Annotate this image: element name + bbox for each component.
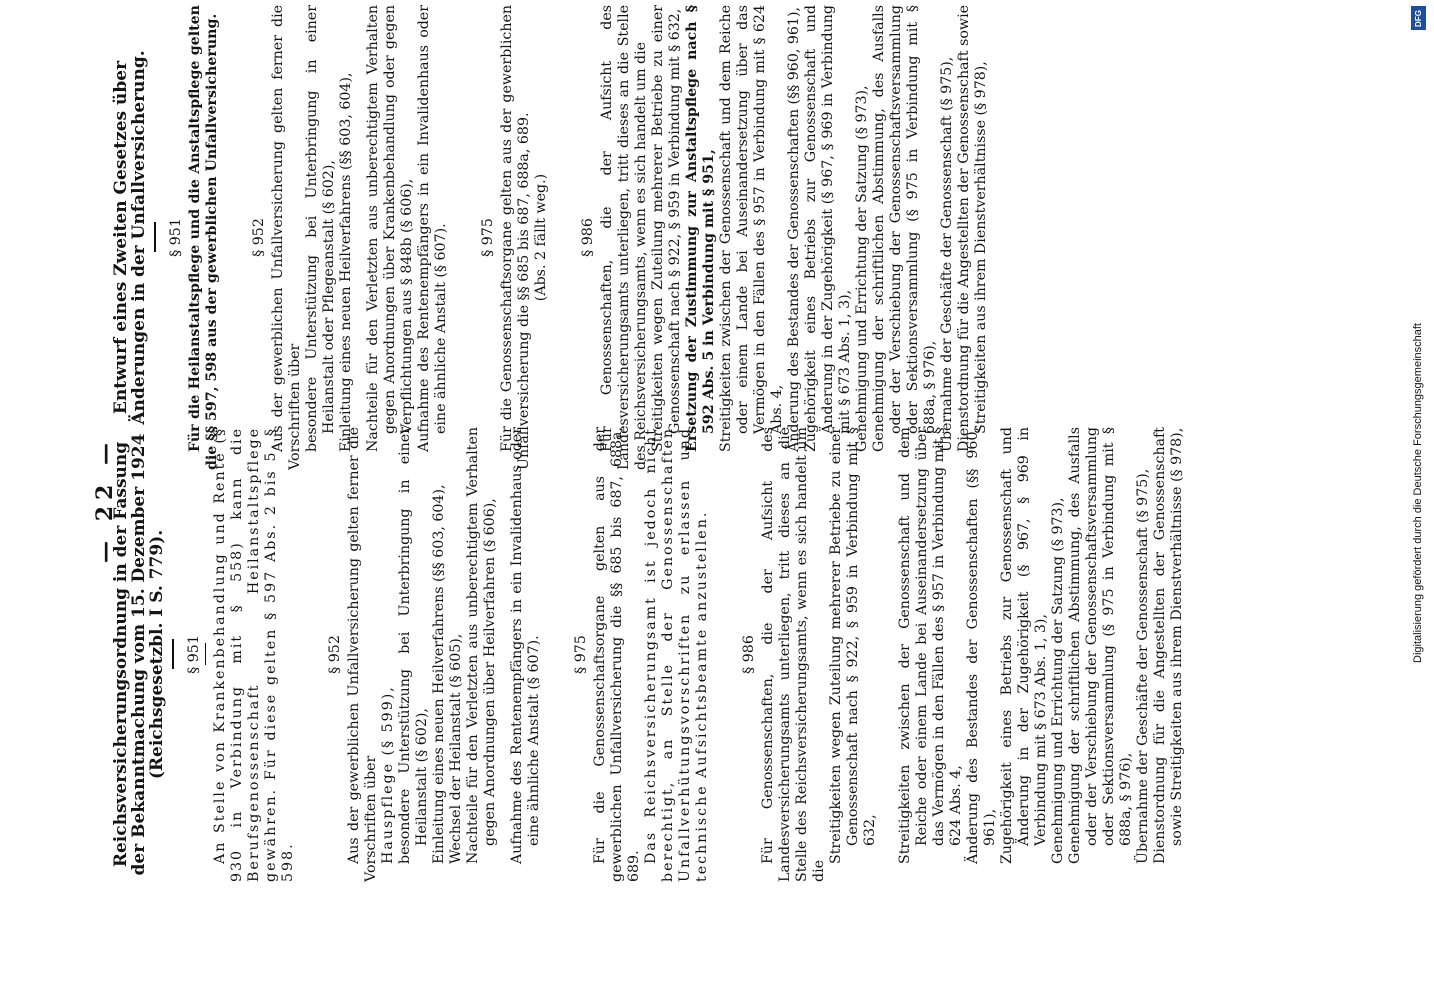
column-draft-law — [112, 5, 990, 470]
list-item: Zugehörigkeit eines Betriebs zur Genossenschaft und Änderung in der Zugehörigkeit (§ 967, § 969 in Verbindung mit § 673 Abs. 1, 3), — [803, 5, 853, 452]
list-item: Nachteile für den Verletzten aus unberechtigtem Verhalten gegen Anordnungen über Krankenbehandlung oder gegen Verpflichtungen aus § 848b (§ 606), — [365, 5, 415, 452]
list-item: Übernahme der Geschäfte der Genossenschaft (§ 975), — [1135, 468, 1151, 864]
section-heading: § 951 — [168, 218, 184, 257]
list-item: Streitigkeiten wegen Zuteilung mehrerer Betriebe zu einer Genossenschaft nach § 922, § 959 in Verbindung mit § 632, — [828, 427, 878, 864]
list-item: Änderung des Bestandes der Genossenschaften (§§ 960, 961), — [965, 427, 998, 864]
digitization-sidebar — [1408, 0, 1434, 1000]
list-item: besondere Unterstützung bei Unterbringung in einer Heilanstalt oder Pflegeanstalt (§ 602), — [304, 5, 337, 452]
section-heading: § 986 — [580, 218, 596, 257]
list-item: Wechsel der Heilanstalt (§ 605), — [448, 633, 464, 864]
list-item: Streitigkeiten wegen Zuteilung mehrerer Betriebe zu einer Genossenschaft nach § 922, § 959 in Verbindung mit § 632, — [650, 5, 683, 452]
list-item: Aufnahme des Rentenempfängers in ein Invalidenhaus oder eine ähnliche Anstalt (§ 607). — [416, 5, 449, 452]
list-item: Einleitung eines neuen Heilverfahrens (§§ 603, 604), — [338, 72, 354, 452]
paragraph: Aus der gewerblichen Unfallversicherung gelten ferner die Vorschriften über — [346, 427, 379, 882]
list-item: Genehmigung und Errichtung der Satzung (§ 973), — [1050, 497, 1066, 864]
list-item: Übernahme der Geschäfte der Genossenschaft (§ 975), — [939, 56, 955, 452]
title-rule — [172, 640, 174, 670]
list-item: Genehmigung der schriftlichen Abstimmung, des Ausfalls oder der Verschiebung der Genossenschaftsversammlung oder Sektionsversammlung (§ 975 in Verbindung mit § 688a, § 976), — [1067, 427, 1134, 864]
paragraph: Für Genossenschaften, die der Aufsicht des Landesversicherungsamts unterliegen, tritt dieses an die Stelle des Reichsversicherungsamts, wenn es sich handelt um die — [599, 5, 649, 470]
list-item: Streitigkeiten zwischen der Genossenschaft und dem Reiche oder einem Lande bei Auseinandersetzung über das Vermögen in den Fällen des § 957 in Verbindung mit § 624 Abs. 4, — [897, 427, 964, 864]
list-item: Genehmigung und Errichtung der Satzung (§ 973), — [854, 85, 870, 452]
list-item: Hauspflege (§ 599), — [380, 685, 396, 864]
list-item: Dienstordnung für die Angestellten der Genossenschaft sowie Streitigkeiten aus ihrem Dienstverhältnisse (§ 978), — [1152, 427, 1185, 864]
paragraph: An Stelle von Krankenbehandlung und Rente (§ 930 in Verbindung mit § 558) kann die Berufsgenossenschaft Heilanstaltspflege gewähren. Für diese gelten § 597 Abs. 2 bis 5, § 598. — [212, 427, 296, 882]
page-number: — 22 — — [92, 437, 118, 563]
column-current-law — [112, 427, 1186, 882]
paragraph: Für Genossenschaften, die der Aufsicht des Landesversicherungsamts unterliegen, tritt dieses an die Stelle des Reichsversicherungsamts, wenn es sich handelt um die — [760, 427, 827, 882]
section-heading: § 975 — [480, 218, 496, 257]
list-item: besondere Unterstützung bei Unterbringung in einer Heilanstalt (§ 602), — [397, 427, 430, 864]
section-heading: § 986 — [741, 635, 757, 674]
paragraph: Das Reichsversicherungsamt ist jedoch nicht berechtigt, an Stelle der Genossenschaften Unfallverhütungsvorschriften zu erlassen und technische Aufsichtsbeamte anzustellen. — [643, 427, 710, 882]
paragraph: Für die Genossenschaftsorgane gelten aus der gewerblichen Unfallversicherung die §§ 685 bis 687, 688a, 689. — [592, 427, 642, 882]
title-rule — [154, 223, 156, 253]
list-item: Aufnahme des Rentenempfängers in ein Invalidenhaus oder eine ähnliche Anstalt (§ 607). — [509, 427, 542, 864]
section-rule — [205, 644, 206, 666]
list-item: Zugehörigkeit eines Betriebs zur Genossenschaft und Änderung in der Zugehörigkeit (§ 967, § 969 in Verbindung mit § 673 Abs. 1, 3), — [999, 427, 1049, 864]
column-title: Reichsversicherungsordnung in der Fassung der Bekanntmachung vom 15. Dezember 1924 (Reichsgesetzbl. I S. 779). — [111, 433, 167, 876]
paragraph: Für die Heilanstaltspflege und die Anstaltspflege gelten die §§ 597, 598 aus der gewerblichen Unfallversicherung. — [187, 5, 220, 470]
section-heading: § 951 — [186, 635, 202, 674]
column-title: Entwurf eines Zweiten Gesetzes über Änderungen in der Unfallversicherung. — [111, 50, 149, 425]
list-item: Einleitung eines neuen Heilverfahrens (§§ 603, 604), — [431, 484, 447, 864]
section-heading: § 952 — [251, 218, 267, 257]
dfg-logo: DFG — [1411, 6, 1426, 30]
list-item: Nachteile für den Verletzten aus unberechtigtem Verhalten gegen Anordnungen über Heilverfahren (§ 606), — [465, 427, 498, 864]
section-heading: § 952 — [327, 635, 343, 674]
list-item: Dienstordnung für die Angestellten der Genossenschaft sowie Streitigkeiten aus ihrem Dienstverhältnisse (§ 978), — [956, 5, 989, 452]
list-item: Streitigkeiten zwischen der Genossenschaft und dem Reiche oder einem Lande bei Auseinandersetzung über das Vermögen in den Fällen des § 957 in Verbindung mit § 624 Abs. 4, — [718, 5, 785, 452]
paragraph: Für die Genossenschaftsorgane gelten aus der gewerblichen Unfallversicherung die §§ 685 bis 687, 688a, 689. — [499, 5, 532, 470]
list-item: Änderung des Bestandes der Genossenschaften (§§ 960, 961), — [786, 7, 802, 452]
paragraph: Aus der gewerblichen Unfallversicherung gelten ferner die Vorschriften über — [270, 5, 303, 470]
note: (Abs. 2 fällt weg.) — [533, 173, 549, 302]
list-item: Ersetzung der Zustimmung zur Anstaltspflege nach § 592 Abs. 5 in Verbindung mit § 951, — [684, 5, 717, 452]
section-heading: § 975 — [573, 635, 589, 674]
list-item: Genehmigung der schriftlichen Abstimmung, des Ausfalls oder der Verschiebung der Genossenschaftsversammlung oder Sektionsversammlung (§ 975 in Verbindung mit § 688a, § 976), — [871, 5, 938, 452]
funding-credit: Digitalisierung gefördert durch die Deutsche Forschungsgemeinschaft — [1412, 323, 1424, 663]
